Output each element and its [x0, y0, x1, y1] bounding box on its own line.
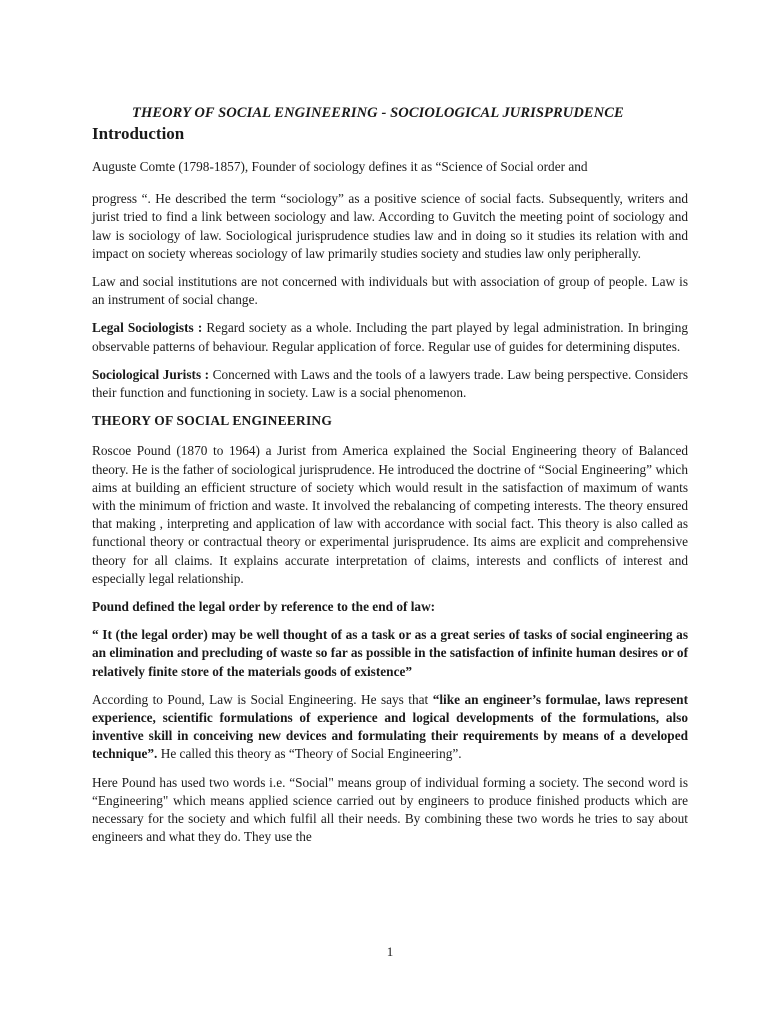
page-number: 1	[386, 944, 394, 959]
introduction-heading: Introduction	[92, 124, 185, 143]
section-heading-social-engineering: THEORY OF SOCIAL ENGINEERING	[92, 413, 333, 429]
document-page	[92, 0, 688, 1024]
document-title: THEORY OF SOCIAL ENGINEERING - SOCIOLOGICAL JURISPRUDENCE	[132, 105, 624, 121]
paragraph-roscoe-pound: Roscoe Pound (1870 to 1964) a Jurist from America explained the Social Engineering theory of Balanced theory. He is the father of sociological jurisprudence. He introduced the doctrine of “Social Engineering” which aims at building an efficient structure of society which would result in the satisfaction of maximum of wants with the minimum of friction and waste. It involved the rebalancing of competing interests. The theory ensured that making , interpreting and application of law with accordance with social fact. This theory is also called as functional theory or contractual theory or experimental jurisprudence. Its aims are explicit and comprehensive theory for all claims. It explains accurate interpretation of claims, interests and conflicts of interest and especially legal relationship.	[92, 443, 688, 586]
quote-legal-order: “ It (the legal order) may be well thought of as a task or as a great series of tasks of social engineering as an elimination and precluding of waste so far as possible in the satisfaction of infinite human desires or of relatively finite store of the materials goods of existence”	[92, 627, 688, 679]
paragraph-sociology: progress “. He described the term “sociology” as a positive science of social facts. Subsequently, writers and jurist tried to find a link between sociology and law. According to Guvitch the meeting point of sociology and law is sociology of law. Sociological jurisprudence studies law and in doing so it studies its relation with and impact on society whereas sociology of law primarily studies society and studies law only peripherally.	[92, 191, 688, 261]
term-sociological-jurists: Sociological Jurists :	[92, 366, 210, 382]
definition-legal-sociologists: Regard society as a whole. Including the part played by legal administration. In bringing observable patterns of behaviour. Regular application of force. Regular use of guides for determining disputes.	[92, 320, 688, 354]
definition-sociological-jurists: Concerned with Laws and the tools of a lawyers trade. Law being perspective. Considers their function and functioning in society. Law is a social phenomenon.	[92, 366, 688, 401]
paragraph-law-is-social-engineering	[92, 691, 688, 764]
paragraph-legal-order: Pound defined the legal order by reference to the end of law:	[92, 599, 436, 615]
term-legal-sociologists: Legal Sociologists :	[92, 320, 203, 336]
paragraph-two-words: Here Pound has used two words i.e. “Social" means group of individual forming a society. The second word is “Engineering" which means applied science carried out by engineers to produce finished products which are necessary for the society and which fulfil all their needs. By combining these two words he tries to say about engineers and what they do. They use the	[92, 774, 688, 845]
paragraph-comte: Auguste Comte (1798-1857), Founder of sociology defines it as “Science of Social order and	[92, 159, 588, 174]
text-theory-name: He called this theory as “Theory of Social Engineering”.	[157, 746, 462, 762]
paragraph-sociological-jurists	[92, 366, 688, 402]
document-body	[92, 158, 688, 857]
quote-engineer-formulae: “like an engineer’s formulae, laws represent experience, scientific formulations of experience and logical developments of the formulations, also inventive skill in conceiving new devices and formulating their requirements by means of a developed technique”.	[92, 691, 688, 762]
text-according-to-pound: According to Pound, Law is Social Engineering. He says that	[92, 691, 433, 707]
paragraph-social-institutions: Law and social institutions are not concerned with individuals but with association of group of people. Law is an instrument of social change.	[92, 274, 688, 308]
paragraph-legal-sociologists	[92, 319, 688, 355]
